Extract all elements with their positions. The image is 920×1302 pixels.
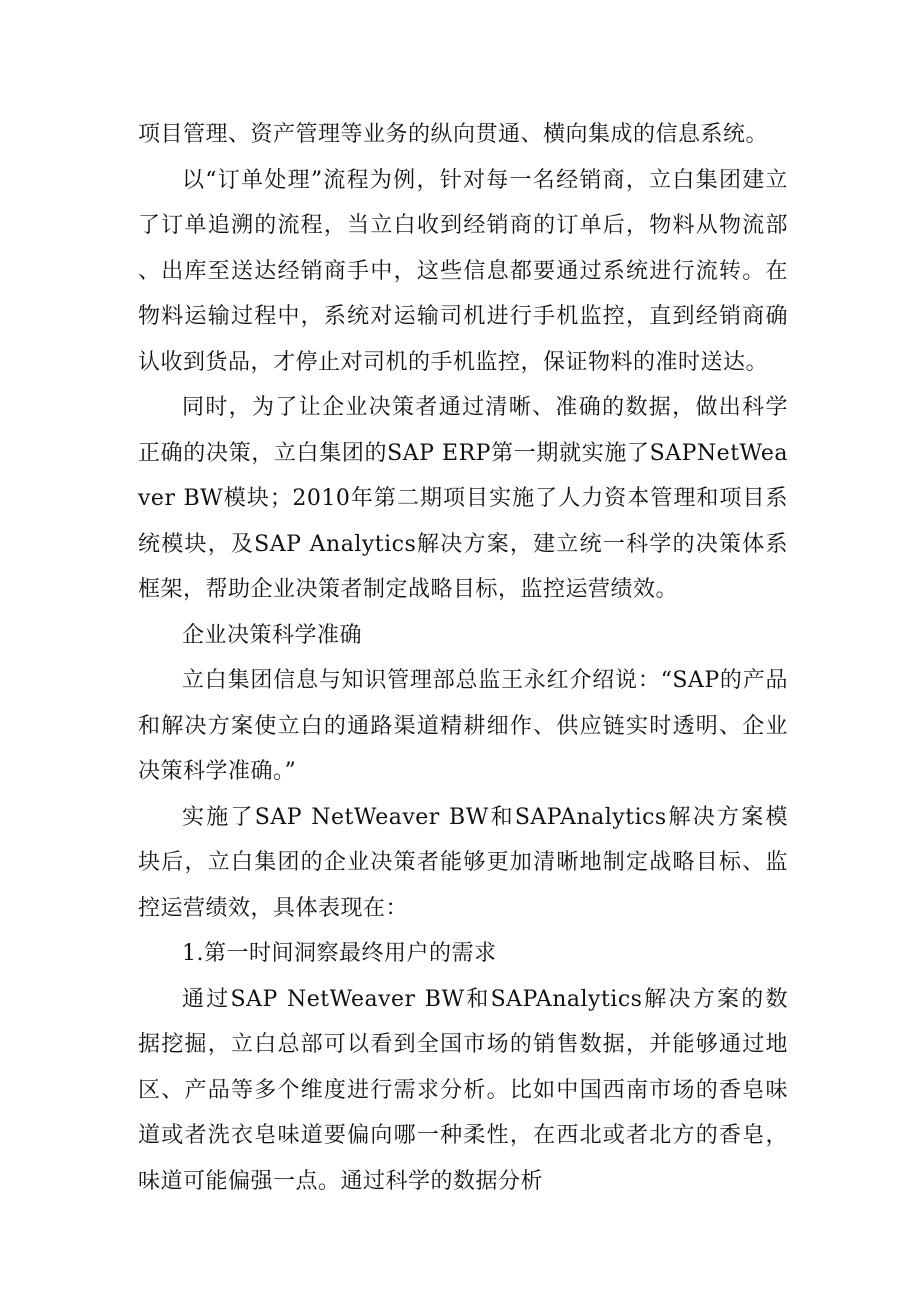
- list-item-heading: 1.第一时间洞察最终用户的需求: [182, 941, 497, 966]
- paragraph-implementation: 实施了SAP NetWeaver BW和SAPAnalytics解决方案模块后，立白集团的企业决策者能够更加清晰地制定战略目标、监控运营绩效，具体表现在：: [138, 804, 788, 921]
- paragraph-data-mining: 通过SAP NetWeaver BW和SAPAnalytics解决方案的数据挖掘，立白总部可以看到全国市场的销售数据，并能够通过地区、产品等多个维度进行需求分析。比如中国西南市场的香皂味道或者洗衣皂味道要偏向哪一种柔性，在西北或者北方的香皂，味道可能偏强一点。通过科学的数据分析: [138, 986, 788, 1194]
- section-heading: 企业决策科学准确: [182, 622, 363, 648]
- paragraph-continued: 项目管理、资产管理等业务的纵向贯通、横向集成的信息系统。: [138, 122, 769, 147]
- paragraph-order-processing: 以“订单处理”流程为例，针对每一名经销商，立白集团建立了订单追溯的流程，当立白收到经销商的订单后，物料从物流部、出库至送达经销商手中，这些信息都要通过系统进行流转。在物料运输过程中，系统对运输司机进行手机监控，直到经销商确认收到货品，才停止对司机的手机监控，保证物料的准时送达。: [138, 167, 788, 375]
- paragraph-decision-support: 同时，为了让企业决策者通过清晰、准确的数据，做出科学正确的决策，立白集团的SAP ERP第一期就实施了SAPNetWeaver BW模块；2010年第二期项目实施了人力资本管理和项目系统模块，及SAP Analytics解决方案，建立统一科学的决策体系框架，帮助企业决策者制定战略目标，监控运营绩效。: [138, 395, 788, 602]
- document-body: [138, 112, 788, 1204]
- paragraph-quote: 立白集团信息与知识管理部总监王永红介绍说：“SAP的产品和解决方案使立白的通路渠道精耕细作、供应链实时透明、企业决策科学准确。”: [138, 668, 788, 784]
